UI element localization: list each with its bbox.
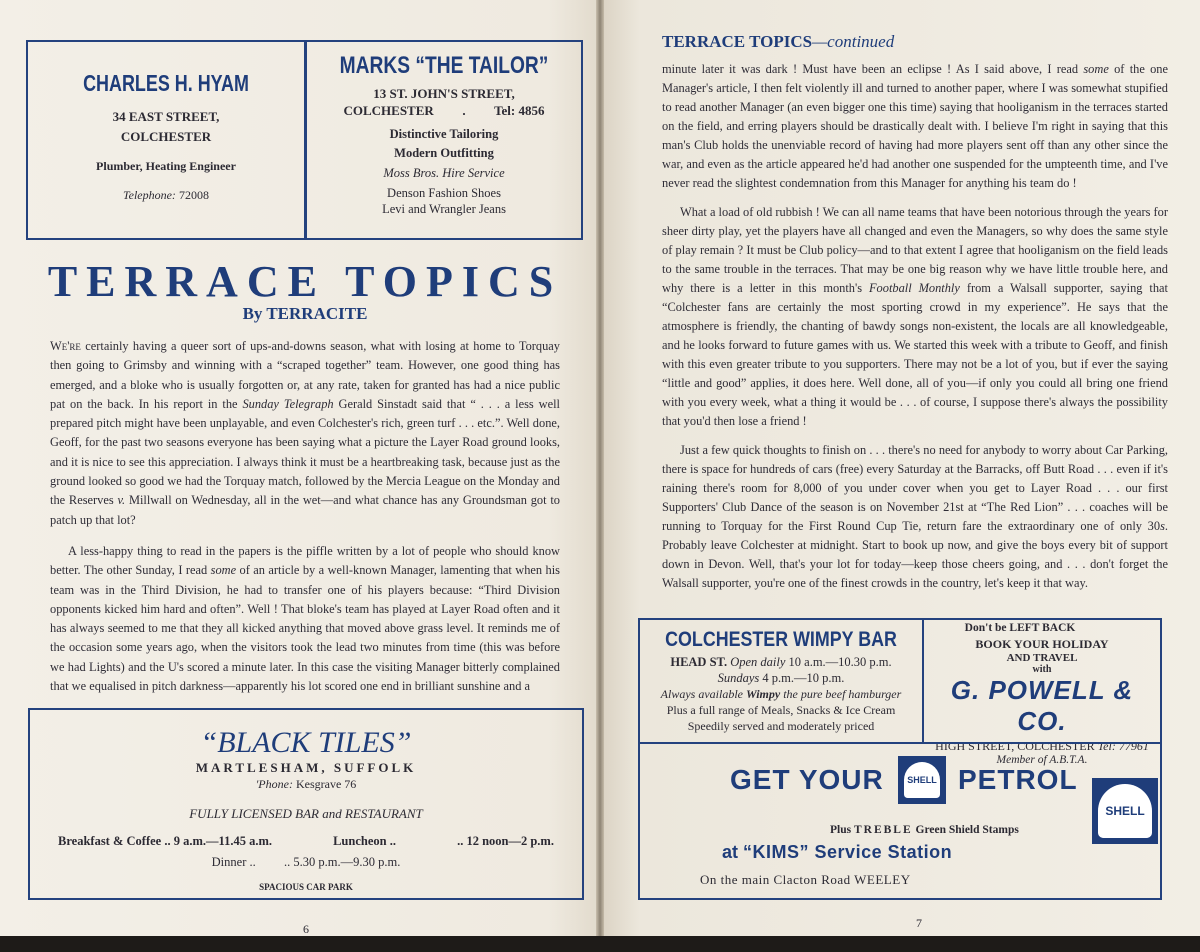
ad-black-tiles bbox=[28, 708, 584, 900]
column-p2-b: of an article by a well-known Manager, lamenting that when his team was in the Third Division, he had to transfer one of his players because: “Third Division opponents kicked him hard and often”. Well ! That bloke's team has played at Layer Road often and it has always seemed to me that they all kicked anything that moved above grass level. It reminds me of the occasion some years ago, when the visitors took the lead two minutes from time (this was before we had Lights) and the U's scored a minute later. In this case the visiting Manager bitterly complained that we equalised in pitch darkness—apparently his lot scored one end in brilliant sunshine and a bbox=[50, 563, 560, 694]
column-p1-c: Millwall on Wednesday, all in the wet—and what chance has any Groundsman got to patch up that lot? bbox=[50, 493, 560, 527]
kims-road: On the main Clacton Road WEELEY bbox=[700, 872, 911, 887]
column-p1-v: v. bbox=[117, 493, 126, 508]
column-p1-a: certainly having a queer sort of ups-and-downs season, what with losing at home to Torquay then going to Grimsby and winning with a “scraped together” team. However, one good thing has emerged, and a bloke who is usually forgotten or, at any rate, taken for granted has had a nice public pat on the back. In his report in the bbox=[50, 339, 560, 411]
powell-name: G. POWELL & CO. bbox=[950, 675, 1134, 736]
wimpy-always-a: Always available bbox=[660, 687, 743, 701]
wimpy-sun-label: Sundays bbox=[717, 671, 760, 685]
ad-marks-the-tailor bbox=[305, 40, 583, 240]
kims-station-line bbox=[722, 842, 952, 863]
ad-wimpy-bar bbox=[638, 618, 924, 744]
cont-p2-a: What a load of old rubbish ! We can all name teams that have been notorious through the years for sheer dirty play, yet the players have all changed and even the Managers, so why does the same style of play remain ? It must be Club policy—and to that extent I agree that hooliganism on the field leads to the same trouble in the terraces. That may be one big reason why we have little trouble here, and why there is a letter in this month's bbox=[662, 205, 1168, 295]
powell-member: Member of A.B.T.A. bbox=[996, 754, 1088, 766]
marks-street: 13 ST. JOHN'S STREET, bbox=[373, 86, 515, 101]
dinner-label: Dinner .. bbox=[211, 855, 256, 869]
black-tiles-hours-row bbox=[30, 834, 582, 849]
continued-paragraph-2 bbox=[662, 203, 1168, 431]
kims-stamps-a: Plus bbox=[830, 824, 854, 836]
wimpy-sun-time: 4 p.m.—10 p.m. bbox=[762, 671, 845, 685]
black-tiles-phone-label: 'Phone: bbox=[255, 777, 293, 791]
black-tiles-licence: FULLY LICENSED BAR and RESTAURANT bbox=[189, 806, 423, 821]
marks-line3: Moss Bros. Hire Service bbox=[383, 166, 505, 180]
kims-at: at bbox=[722, 842, 739, 862]
powell-line1: Don't be LEFT BACK bbox=[964, 622, 1076, 634]
cont-p3-a: Just a few quick thoughts to finish on . . . there's no need for anybody to worry about Car Parking, there is space for hundreds of cars (free) every Saturday at the Barracks, off Butt Road . . . even if it's raining there's room for 8,000 of you under cover when you get to Layer Road . . . our first Supporters' Club Dance of the season is on November 21st at “The Red Lion” . . . coaches will be running to Torquay for the First Round Cup Tie, return fare the extraordinary one of only 30 bbox=[662, 443, 1168, 533]
black-tiles-parking: SPACIOUS CAR PARK bbox=[259, 882, 353, 892]
continued-heading bbox=[662, 32, 894, 52]
column-paragraph-1 bbox=[50, 337, 560, 530]
hyam-trade: Plumber, Heating Engineer bbox=[96, 159, 236, 173]
wimpy-sundays bbox=[640, 671, 922, 686]
continued-suffix: —continued bbox=[812, 32, 895, 51]
luncheon-label: Luncheon .. bbox=[333, 834, 396, 848]
black-tiles-phone-number: Kesgrave 76 bbox=[295, 777, 357, 791]
column-paragraph-2 bbox=[50, 542, 560, 696]
shell-logo-small bbox=[898, 756, 946, 804]
column-body bbox=[50, 337, 560, 696]
powell-tel: Tel: 77961 bbox=[1097, 739, 1149, 753]
powell-line4: with bbox=[1032, 664, 1052, 675]
spine-gutter bbox=[596, 0, 604, 936]
ad-g-powell bbox=[922, 618, 1162, 766]
marks-town: COLCHESTER bbox=[343, 103, 434, 118]
column-title: TERRACE TOPICS bbox=[47, 257, 563, 306]
column-p2-a: A less-happy thing to read in the papers is the piffle written by a lot of people who should know better. The other Sunday, I read bbox=[50, 543, 560, 578]
page-7 bbox=[604, 0, 1200, 936]
wimpy-open-label: Open daily bbox=[730, 655, 786, 669]
shell-logo-small-inner bbox=[904, 762, 940, 798]
black-tiles-name: “BLACK TILES” bbox=[200, 726, 412, 759]
wimpy-always-b: the pure beef hamburger bbox=[783, 687, 902, 701]
hyam-street: 34 EAST STREET, bbox=[112, 109, 220, 124]
hyam-telephone-label: Telephone: bbox=[123, 188, 176, 202]
column-byline: By TERRACITE bbox=[242, 304, 368, 323]
hyam-telephone-number: 72008 bbox=[178, 188, 209, 202]
ad-kims-service-station bbox=[638, 742, 1162, 900]
shell-logo-small-text: SHELL bbox=[907, 775, 937, 785]
continued-title: TERRACE TOPICS bbox=[662, 32, 813, 51]
continued-paragraph-1 bbox=[662, 60, 1168, 193]
column-p1-b: Gerald Sinstadt said that “ . . . a less well prepared pitch might have been unplayable, and even Colchester's rich, green turf . . . etc.”. Well done, Geoff, for the past two seasons everyone has been saying what a picture the Layer Road ground looks, and it is nice to see this appreciation. I always think it must be a heartbreaking task, because just as the ground looked so good we had the Torquay match, followed by the Mercia League on the Monday and the Reserves bbox=[50, 396, 560, 508]
hyam-town: COLCHESTER bbox=[120, 129, 212, 144]
marks-line2: Modern Outfitting bbox=[394, 146, 494, 160]
wimpy-range: Plus a full range of Meals, Snacks & Ice Cream bbox=[666, 703, 896, 717]
wimpy-open-time: 10 a.m.—10.30 p.m. bbox=[788, 655, 892, 669]
kims-stamps-b: Green Shield Stamps bbox=[912, 824, 1019, 836]
kims-get-your: GET YOUR bbox=[730, 764, 884, 795]
column-p1-paper: Sunday Telegraph bbox=[242, 396, 334, 411]
cont-p1-some: some bbox=[1083, 62, 1109, 76]
powell-address-text: HIGH STREET, COLCHESTER bbox=[935, 739, 1095, 753]
kims-stamps-treble: TREBLE bbox=[853, 824, 913, 836]
cont-p2-b: from a Walsall supporter, saying that “Colchester fans are certainly the most sporting crowd in my experience”. He says that the atmosphere is friendly, the chanting of bawdy songs non-existent, the locals are all knowledgeable, and he looks forward to future games with us. We started this week with a tribute to Geoff, and finish with this even greater tribute to you supporters. There may not be a lot of you, but if ever the saying “little and good” applies, it does here. Well done, all of you—if only you could all bring one friend with you every week, what a thing it would be . . . of course, I suppose there's always the possibility that you'd then lose a friend ! bbox=[662, 281, 1168, 428]
column-p2-some: some bbox=[210, 563, 237, 578]
wimpy-brand: Wimpy bbox=[746, 687, 781, 701]
continued-paragraph-3 bbox=[662, 441, 1168, 593]
powell-line2: BOOK YOUR HOLIDAY bbox=[975, 637, 1109, 651]
column-lead-word: We're bbox=[50, 339, 81, 353]
kims-stamps bbox=[830, 824, 1019, 836]
cont-p1-b: of the one Manager's article, I then felt violently ill and turned to another paper, where I was somewhat stupified to read another Manager (an even bigger one this time) saying that hooliganism in the terraces started on the field, and erring players should be drastically dealt with. I believe I'm right in saying that this man's Club holds the unenviable record of having had more players sent off than any other since the war, and even as the article appeared he'd had another one suspended for the umpteenth time, and I've never read the slightest condemnation from this Manager for anything his team do ! bbox=[662, 62, 1168, 190]
marks-line1: Distinctive Tailoring bbox=[389, 127, 499, 141]
shell-logo-large bbox=[1092, 778, 1158, 844]
powell-line3: AND TRAVEL bbox=[1006, 652, 1078, 664]
black-tiles-place: MARTLESHAM, SUFFOLK bbox=[195, 760, 417, 775]
page-6 bbox=[0, 0, 596, 936]
hyam-name: CHARLES H. HYAM bbox=[83, 70, 249, 96]
marks-line5: Levi and Wrangler Jeans bbox=[382, 202, 506, 216]
black-tiles-phone bbox=[30, 777, 582, 792]
dinner-time: .. 5.30 p.m.—9.30 p.m. bbox=[284, 855, 401, 869]
marks-name: MARKS “THE TAILOR” bbox=[339, 52, 549, 79]
kims-station: “KIMS” Service Station bbox=[743, 842, 953, 862]
shell-logo-large-text: SHELL bbox=[1105, 804, 1145, 818]
wimpy-hours bbox=[640, 655, 922, 670]
hyam-telephone bbox=[28, 188, 304, 203]
cont-p3-s: s bbox=[1160, 519, 1165, 533]
wimpy-street: HEAD ST. bbox=[670, 655, 728, 669]
continued-body bbox=[662, 60, 1168, 593]
marks-tel: Tel: 4856 bbox=[494, 103, 545, 118]
cont-p3-b: . Probably leave Colchester at midnight. Start to book up now, and give the boys every bit of support down in Devon. Well, that's your lot for today—keep those cheers going, and . . . don't forget the Walsall supporter, you're one of the finest crowds in the country, let's keep it that way. bbox=[662, 519, 1168, 590]
wimpy-always bbox=[640, 687, 922, 702]
cont-p1-a: minute later it was dark ! Must have been an eclipse ! As I said above, I read bbox=[662, 62, 1084, 76]
breakfast-time: 9 a.m.—11.45 a.m. bbox=[173, 834, 272, 848]
ad-charles-hyam bbox=[26, 40, 306, 240]
marks-town-tel: COLCHESTER . Tel: 4856 bbox=[343, 103, 545, 118]
breakfast-label: Breakfast & Coffee .. bbox=[58, 834, 171, 848]
wimpy-name: COLCHESTER WIMPY BAR bbox=[665, 628, 897, 651]
black-tiles-dinner-row bbox=[30, 855, 582, 870]
page-number-6: 6 bbox=[303, 922, 309, 936]
wimpy-service: Speedily served and moderately priced bbox=[687, 719, 875, 733]
kims-petrol: PETROL bbox=[958, 764, 1078, 795]
page-number-7: 7 bbox=[916, 916, 922, 930]
luncheon-time: .. 12 noon—2 p.m. bbox=[457, 834, 554, 848]
marks-line4: Denson Fashion Shoes bbox=[387, 186, 501, 200]
shell-logo-large-inner bbox=[1098, 784, 1152, 838]
cont-p2-mag: Football Monthly bbox=[868, 281, 960, 295]
